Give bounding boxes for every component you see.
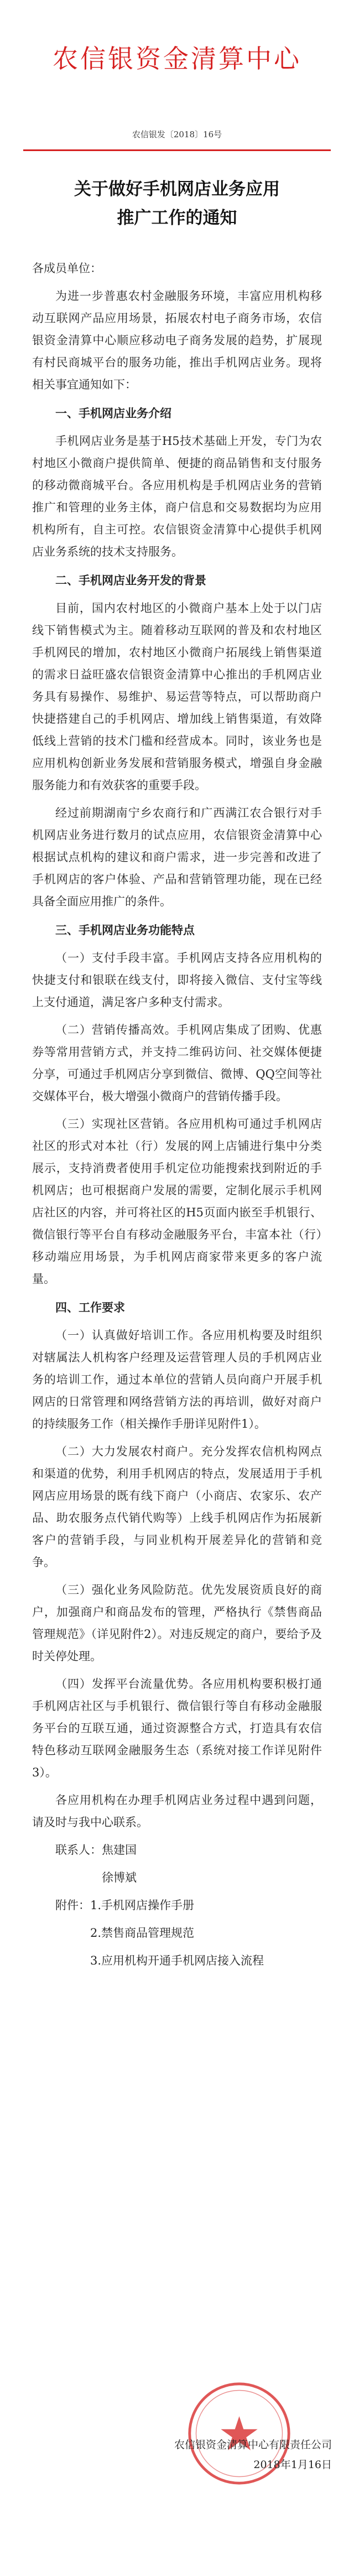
section-2-paragraph: 经过前期湖南宁乡农商行和广西满江农合银行对手机网店业务进行数月的试点应用，农信银资金清算中心根据试点机构的建议和商户需求，进一步完善和改进了手机网店的客户体验、产品和营销管理功能，现在已经具备全面应用推广的条件。 xyxy=(32,806,322,908)
attachment-item: 3.应用机构开通手机网店接入流程 xyxy=(90,1954,264,1967)
section-4-paragraph: （四）发挥平台流量优势。各应用机构要积极打通手机网店社区与手机银行、微信银行等自有移动金融服务平台的互联互通，通过资源整合方式，打造具有农信特色移动互联网金融服务生态（系统对接工作详见附件3）。 xyxy=(32,1677,322,1779)
section-1-paragraph: 手机网店业务是基于H5技术基础上开发，专门为农村地区小微商户提供简单、便捷的商品销售和支付服务的移动微商城平台。各应用机构是手机网店业务的营销推广和管理的业务主体，商户信息和交易数据均为应用机构所有，自主可控。农信银资金清算中心提供手机网店业务系统的技术支持服务。 xyxy=(32,434,322,558)
signature-date: 2018年1月16日 xyxy=(253,2459,332,2471)
section-4-paragraph: （二）大力发展农村商户。充分发挥农信机构网点和渠道的优势，利用手机网店的特点，发展适用于手机网店应用场景的既有线下商户（小商店、农家乐、农产品、助农服务点代销代购等）上线手机网店作为拓展新客户的营销手段，与同业机构开展差异化的营销和竞争。 xyxy=(32,1445,322,1569)
section-3-paragraph: （三）实现社区营销。各应用机构可通过手机网店社区的形式对本社（行）发展的网上店铺进行集中分类展示，支持消费者使用手机定位功能搜索找到附近的手机网店；也可根据商户发展的需要，定制化展示手机网店社区的内容，并可将社区的H5页面内嵌至手机银行、微信银行等平台自有移动金融服务平台，丰富本社（行）移动端应用场景，为手机网店商家带来更多的客户流量。 xyxy=(32,1117,322,1286)
doc-number: 农信银发〔2018〕16号 xyxy=(132,129,222,139)
section-heading-2: 二、手机网店业务开发的背景 xyxy=(55,573,206,587)
section-heading-3: 三、手机网店业务功能特点 xyxy=(55,923,195,937)
section-3-paragraph: （一）支付手段丰富。手机网店支持各应用机构的快捷支付和银联在线支付，即将接入微信、支付宝等线上支付通道，满足客户多种支付需求。 xyxy=(32,951,322,1009)
attachment-item: 2.禁售商品管理规范 xyxy=(90,1926,195,1940)
signature-block xyxy=(166,2435,332,2475)
section-4-paragraph: （三）强化业务风险防范。优先发展资质良好的商户，加强商户和商品发布的管理，严格执行《禁售商品管理规范》（详见附件2）。对违反规定的商户，要给予及时关停处理。 xyxy=(32,1583,322,1663)
section-2-paragraph: 目前，国内农村地区的小微商户基本上处于以门店线下销售模式为主。随着移动互联网的普及和农村地区手机网民的增加，农村地区小微商户拓展线上销售渠道的需求日益旺盛农信银资金清算中心推出的手机网店业务具有易操作、易维护、易运营等特点，可以帮助商户快捷搭建自己的手机网店、增加线上销售渠道，有效降低线上营销的技术门槛和经营成本。同时，该业务也是应用机构创新业务发展和营销服务模式，增强自身金融服务能力和有效获客的重要手段。 xyxy=(32,602,322,792)
attachment-item: 附件：1.手机网店操作手册 xyxy=(55,1899,195,1912)
closing-paragraph: 各应用机构在办理手机网店业务过程中遇到问题，请及时与我中心联系。 xyxy=(32,1794,322,1829)
doc-title-line1: 关于做好手机网店业务应用 xyxy=(74,179,280,199)
red-divider xyxy=(23,149,331,151)
contact-person-2: 徐博斌 xyxy=(102,1871,137,1884)
section-heading-1: 一、手机网店业务介绍 xyxy=(55,406,171,420)
attachments-label: 附件： xyxy=(55,1899,90,1912)
attachments-list xyxy=(32,1894,322,1972)
doc-title xyxy=(33,175,321,232)
signature-org: 农信银资金清算中心有限责任公司 xyxy=(174,2439,332,2451)
contact-person-1: 联系人：焦建国 xyxy=(55,1843,137,1857)
intro-paragraph: 为进一步普惠农村金融服务环境，丰富应用机构移动互联网产品应用场景，拓展农村电子商务市场，农信银资金清算中心顺应移动电子商务发展的趋势，扩展现有村民商城平台的服务功能，推出手机网店业务。现将相关事宜通知如下： xyxy=(32,289,322,391)
section-heading-4: 四、工作要求 xyxy=(55,1300,125,1314)
salutation: 各成员单位： xyxy=(32,262,102,275)
doc-title-line2: 推广工作的通知 xyxy=(117,208,237,228)
section-4-paragraph: （一）认真做好培训工作。各应用机构要及时组织对辖属法人机构客户经理及运营管理人员的手机网店业务的培训工作，通过本单位的营销人员向商户开展手机网店的日常管理和网络营销方法的再培训，做好对商户的持续服务工作（相关操作手册详见附件1）。 xyxy=(32,1329,322,1430)
section-3-paragraph: （二）营销传播高效。手机网店集成了团购、优惠券等常用营销方式，并支持二维码访问、社交媒体便捷分享，可通过手机网店分享到微信、微博、QQ空间等社交媒体平台，极大增强小微商户的营销传播手段。 xyxy=(32,1023,322,1103)
org-header: 农信银资金清算中心 xyxy=(53,44,301,74)
doc-body xyxy=(32,257,322,1977)
